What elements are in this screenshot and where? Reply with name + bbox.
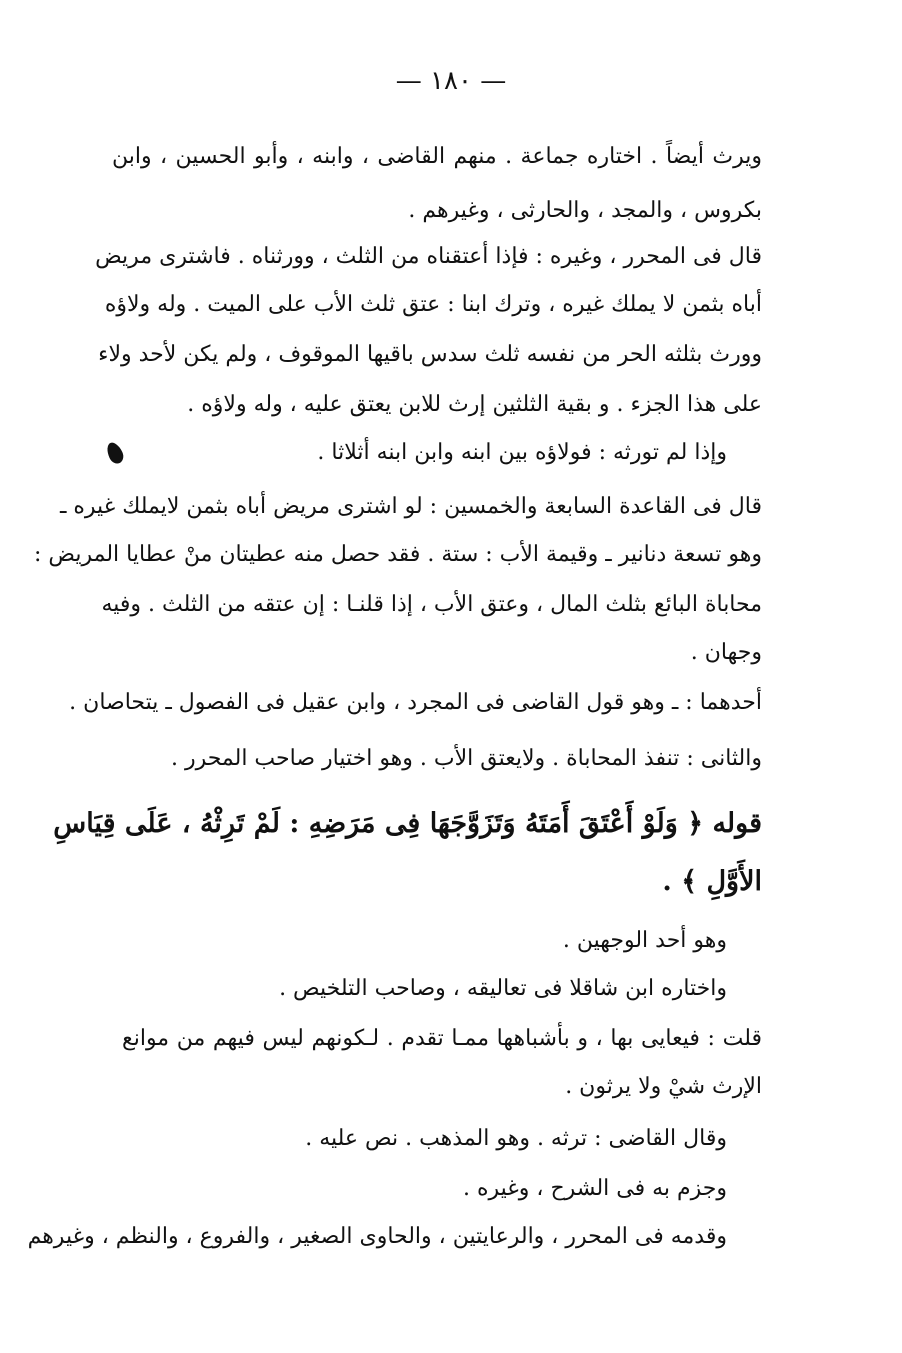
page-number: — ١٨٠ — <box>395 66 507 96</box>
text-line: وإذا لم تورثه : فولاؤه بين ابنه وابن ابنه أثلاثا . <box>317 440 727 465</box>
text-line: وورث بثلثه الحر من نفسه ثلث سدس باقيها الموقوف ، ولم يكن لأحد ولاء <box>98 342 762 367</box>
text-line: قلت : فيعايى بها ، و بأشباهها ممـا تقدم . لـكونهم ليس فيهم من موانع <box>122 1026 762 1051</box>
text-line: وجزم به فى الشرح ، وغيره . <box>462 1176 727 1201</box>
text-line: وجهان . <box>690 640 762 665</box>
quoted-heading: قوله ﴿ وَلَوْ أَعْتَقَ أَمَتَهُ وَتَزَوَّجَهَا فِى مَرَضِهِ : لَمْ تَرِثْهُ ، عَلَى قِيَاسِ <box>53 808 762 839</box>
text-line: ويرث أيضاً . اختاره جماعة . منهم القاضى ، وابنه ، وأبو الحسين ، وابن <box>112 144 762 169</box>
text-line: قال فى القاعدة السابعة والخمسين : لو اشترى مريض أباه بثمن لايملك غيره ـ <box>59 494 762 519</box>
text-line-first: أحدهما : ـ وهو قول القاضى فى المجرد ، وابن عقيل فى الفصول ـ يتحاصان . <box>69 690 762 715</box>
quoted-heading-end: الأَوَّلِ ﴾ . <box>662 866 762 897</box>
text-line: قال فى المحرر ، وغيره : فإذا أعتقناه من الثلث ، وورثناه . فاشترى مريض <box>95 244 762 269</box>
text-line: وهو تسعة دنانير ـ وقيمة الأب : ستة . فقد حصل منه عطيتان منْ عطايا المريض : <box>34 542 762 567</box>
text-line: وقدمه فى المحرر ، والرعايتين ، والحاوى الصغير ، والفروع ، والنظم ، وغيرهم <box>27 1224 727 1249</box>
text-line: وقال القاضى : ترثه . وهو المذهب . نص عليه . <box>305 1126 727 1151</box>
text-line: محاباة البائع بثلث المال ، وعتق الأب ، إذا قلنـا : إن عتقه من الثلث . وفيه <box>101 592 762 617</box>
text-line: الإرث شيْ ولا يرثون . <box>565 1074 762 1099</box>
text-line-second: والثانى : تنفذ المحاباة . ولايعتق الأب . وهو اختيار صاحب المحرر . <box>170 746 762 771</box>
text-line: أباه بثمن لا يملك غيره ، وترك ابنا : عتق ثلث الأب على الميت . وله ولاؤه <box>104 292 762 317</box>
text-line: بكروس ، والمجد ، والحارثى ، وغيرهم . <box>408 198 762 223</box>
leaf-ornament-icon <box>104 440 126 466</box>
text-line: على هذا الجزء . و بقية الثلثين إرث للابن يعتق عليه ، وله ولاؤه . <box>187 392 762 417</box>
text-line: وهو أحد الوجهين . <box>562 928 727 953</box>
text-line: واختاره ابن شاقلا فى تعاليقه ، وصاحب التلخيص . <box>279 976 727 1001</box>
